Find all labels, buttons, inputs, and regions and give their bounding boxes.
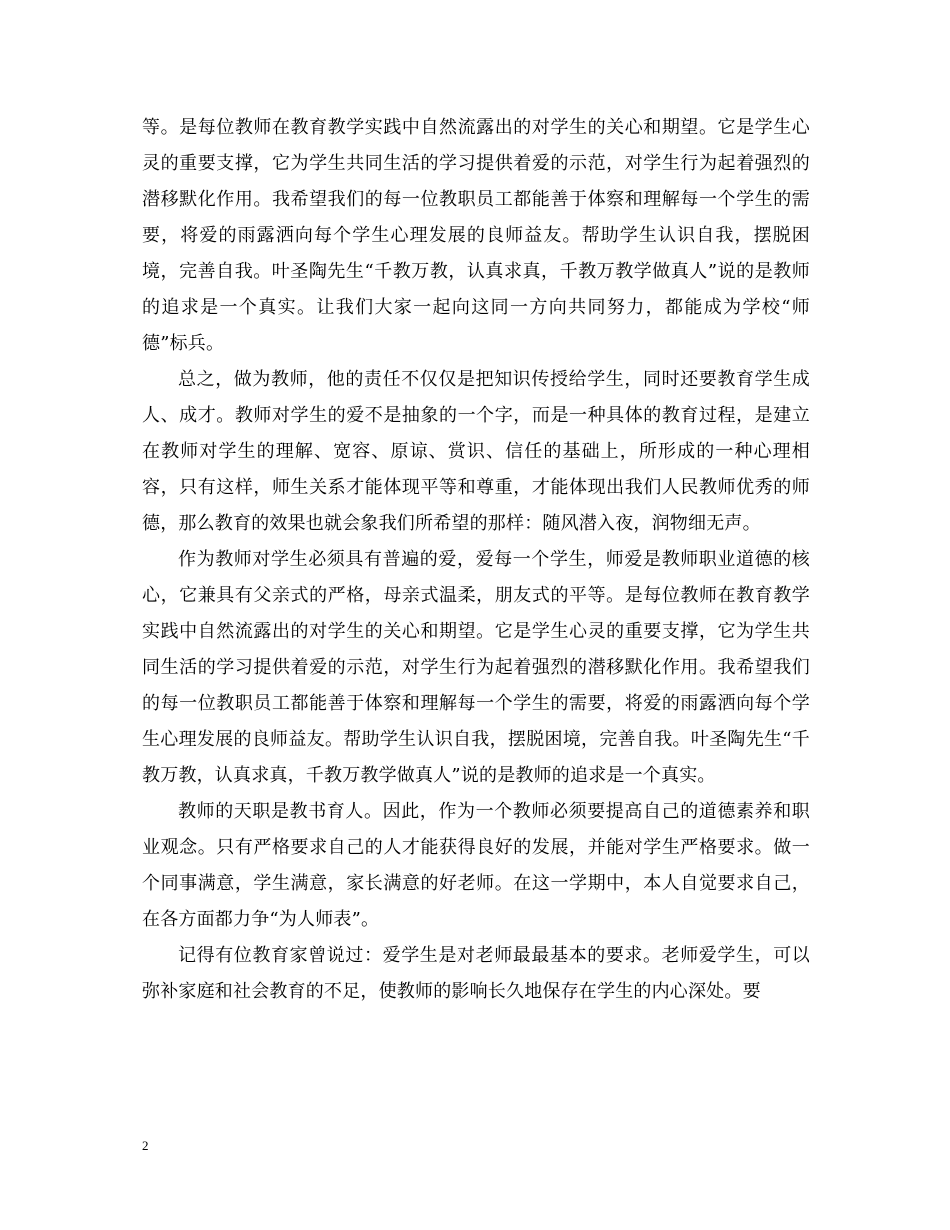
- paragraph-1: 等。是每位教师在教育教学实践中自然流露出的对学生的关心和期望。它是学生心灵的重要支撑，它为学生共同生活的学习提供着爱的示范，对学生行为起着强烈的潜移默化作用。我希望我们的每一位教职员工都能善于体察和理解每一个学生的需要，将爱的雨露洒向每个学生心理发展的良师益友。帮助学生认识自我，摆脱困境，完善自我。叶圣陶先生“千教万教，认真求真，千教万教学做真人”说的是教师的追求是一个真实。让我们大家一起向这同一方向共同努力，都能成为学校“师德”标兵。: [142, 117, 810, 354]
- paragraph-2: 总之，做为教师，他的责任不仅仅是把知识传授给学生，同时还要教育学生成人、成才。教师对学生的爱不是抽象的一个字，而是一种具体的教育过程，是建立在教师对学生的理解、宽容、原谅、赏识、信任的基础上，所形成的一种心理相容，只有这样，师生关系才能体现平等和尊重，才能体现出我们人民教师优秀的师德，那么教育的效果也就会象我们所希望的那样：随风潜入夜，润物细无声。: [142, 369, 810, 534]
- paragraph-3: 作为教师对学生必须具有普遍的爱，爱每一个学生，师爱是教师职业道德的核心，它兼具有父亲式的严格，母亲式温柔，朋友式的平等。是每位教师在教育教学实践中自然流露出的对学生的关心和期望。它是学生心灵的重要支撑，它为学生共同生活的学习提供着爱的示范，对学生行为起着强烈的潜移默化作用。我希望我们的每一位教职员工都能善于体察和理解每一个学生的需要，将爱的雨露洒向每个学生心理发展的良师益友。帮助学生认识自我，摆脱困境，完善自我。叶圣陶先生“千教万教，认真求真，千教万教学做真人”说的是教师的追求是一个真实。: [142, 549, 810, 786]
- paragraph-4: 教师的天职是教书育人。因此，作为一个教师必须要提高自己的道德素养和职业观念。只有严格要求自己的人才能获得良好的发展，并能对学生严格要求。做一个同事满意，学生满意，家长满意的好老师。在这一学期中，本人自觉要求自己，在各方面都力争“为人师表”。: [142, 801, 810, 930]
- body-text: [142, 110, 810, 1010]
- paragraph-5: 记得有位教育家曾说过：爱学生是对老师最最基本的要求。老师爱学生，可以弥补家庭和社会教育的不足，使教师的影响长久地保存在学生的内心深处。要: [142, 945, 810, 1002]
- page-number: 2: [142, 1138, 149, 1153]
